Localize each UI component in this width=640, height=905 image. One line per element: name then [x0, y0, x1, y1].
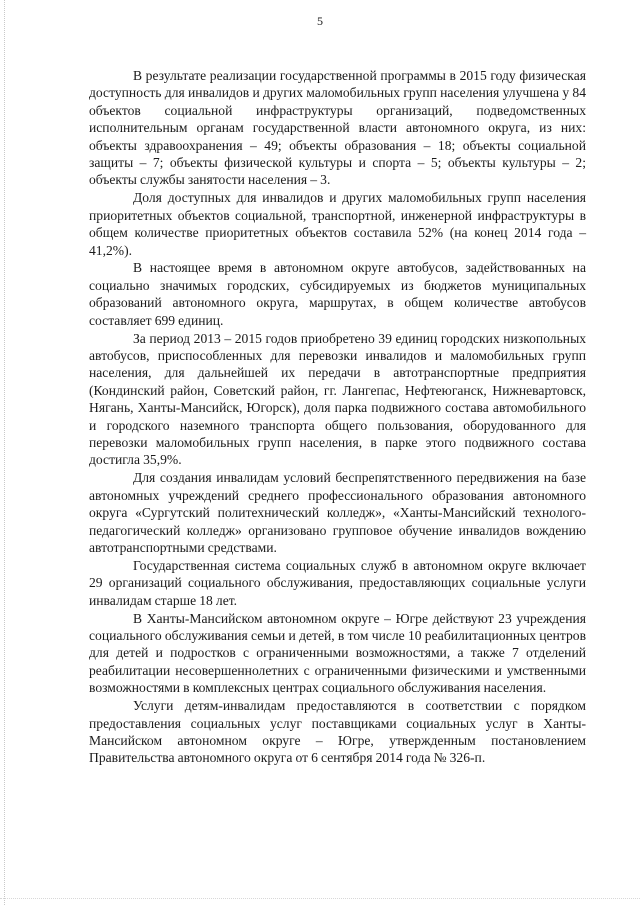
- paragraph-family-child-institutions: В Ханты-Мансийском автономном округе – Югре действуют 23 учреждения социального обслуживания семьи и детей, в том числе 10 реабилитационных центров для детей и подростков с ограниченными возможностями, а также 7 отделений реабилитации несовершеннолетних с ограниченными физическими и умственными возможностями в комплексных центрах социального обслуживания населения.: [89, 610, 586, 696]
- paragraph-social-services-system: Государственная система социальных служб в автономном округе включает 29 организаций социального обслуживания, предоставляющих социальные услуги инвалидам старше 18 лет.: [89, 557, 586, 608]
- document-body: [89, 67, 586, 767]
- paragraph-child-disability-services: Услуги детям-инвалидам предоставляются в соответствии с порядком предоставления социальных услуг поставщиками социальных услуг в Ханты-Мансийском автономном округе – Югре, утвержденным постановлением Правительства автономного округа от 6 сентября 2014 года № 326-п.: [89, 698, 586, 766]
- scan-bottom-edge: [0, 897, 640, 899]
- page-number: 5: [317, 14, 323, 28]
- paragraph-lowfloor-buses: За период 2013 – 2015 годов приобретено 39 единиц городских низкопольных автобусов, приспособленных для перевозки инвалидов и маломобильных групп населения, для дальнейшей их передачи в автотранспортные предприятия (Кондинский район, Советский район, гг. Лангепас, Нефтеюганск, Нижневартовск, Нягань, Ханты-Мансийск, Югорск), доля парка подвижного состава автомобильного и городского наземного транспорта общего пользования, оборудованного для перевозки маломобильных групп населения, в парке этого подвижного состава достигла 35,9%.: [89, 330, 586, 468]
- paragraph-bus-count: В настоящее время в автономном округе автобусов, задействованных на социально значимых городских, субсидируемых из бюджетов муниципальных образований автономного округа, маршрутах, в общем количестве автобусов составляет 699 единиц.: [89, 260, 586, 328]
- paragraph-driving-training: Для создания инвалидам условий беспрепятственного передвижения на базе автономных учреждений среднего профессионального образования автономного округа «Сургутский политехнический колледж», «Ханты-Мансийский технолого-педагогический колледж» организовано групповое обучение инвалидов вождению автотранспортными средствами.: [89, 470, 586, 555]
- paragraph-accessible-share: Доля доступных для инвалидов и других маломобильных групп населения приоритетных объектов социальной, транспортной, инженерной инфраструктуры в общем количестве приоритетных объектов составила 52% (на конец 2014 года – 41,2%).: [89, 190, 586, 258]
- paragraph-program-results: В результате реализации государственной программы в 2015 году физическая доступность для инвалидов и других маломобильных групп населения улучшена у 84 объектов социальной инфраструктуры организаций, подведомственных исполнительным органам государственной власти автономного округа, из них: объекты здравоохранения – 49; объекты образования – 18; объекты социальной защиты – 7; объекты физической культуры и спорта – 5; объекты культуры – 2; объекты службы занятости населения – 3.: [89, 68, 586, 188]
- scan-edge-line: [4, 0, 6, 905]
